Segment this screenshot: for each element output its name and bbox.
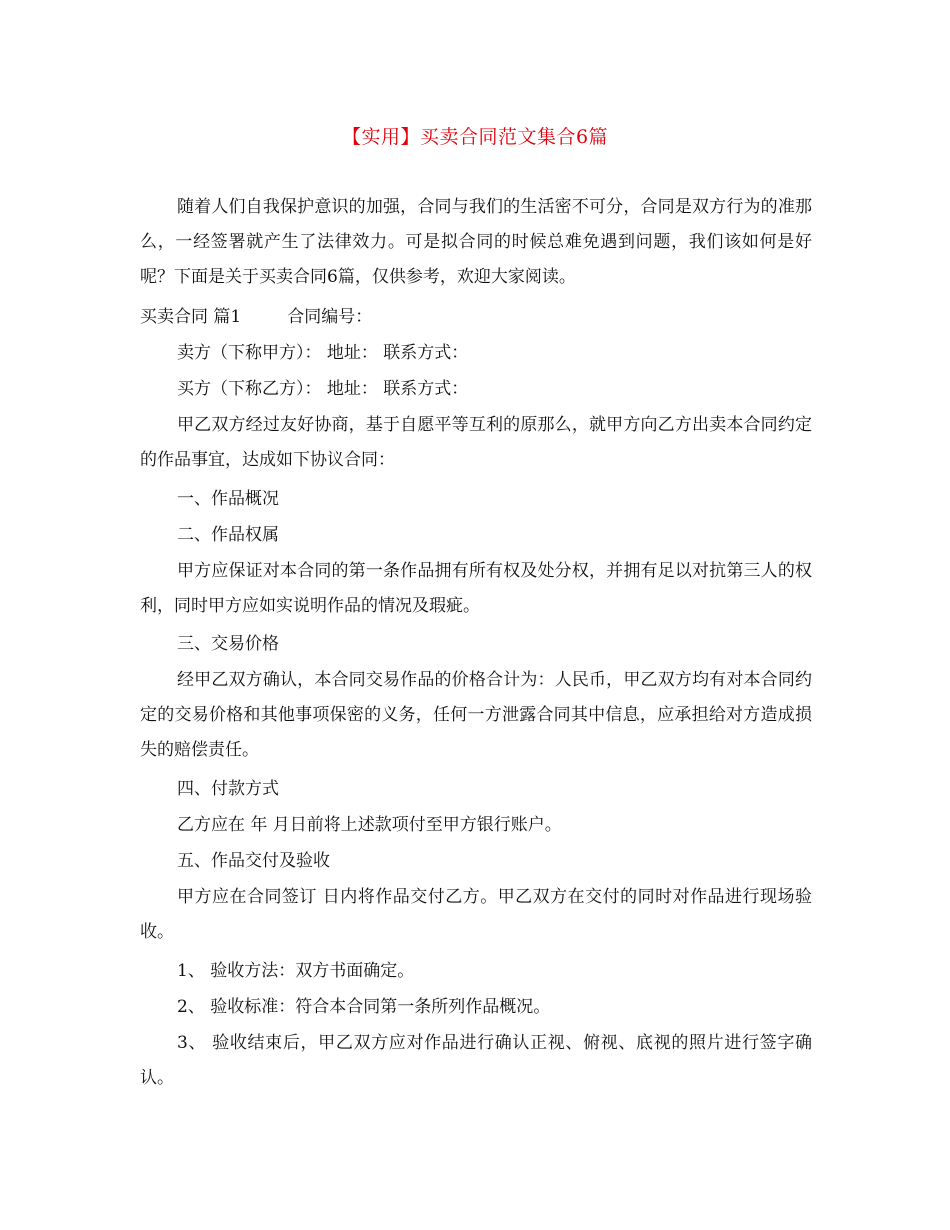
agreement-paragraph: 甲乙双方经过友好协商，基于自愿平等互利的原那么，就甲方向乙方出卖本合同约定的作品事宜，达成如下协议合同：	[140, 415, 812, 470]
contract-heading	[140, 300, 812, 335]
acceptance-item-1: 1、 验收方法：双方书面确定。	[177, 961, 415, 981]
section-1-heading: 一、作品概况	[177, 489, 279, 509]
buyer-line: 买方（下称乙方）： 地址： 联系方式：	[177, 379, 469, 399]
section-5-heading: 五、作品交付及验收	[177, 851, 330, 871]
intro-paragraph: 随着人们自我保护意识的加强，合同与我们的生活密不可分，合同是双方行为的准那么，一经签署就产生了法律效力。可是拟合同的时候总难免遇到问题，我们该如何是好呢？下面是关于买卖合同6篇，仅供参考，欢迎大家阅读。	[140, 197, 812, 287]
section-2-heading: 二、作品权属	[177, 525, 279, 545]
acceptance-item-2: 2、 验收标准：符合本合同第一条所列作品概况。	[177, 997, 551, 1017]
contract-heading-title: 买卖合同 篇1	[140, 307, 242, 327]
seller-line: 卖方（下称甲方）： 地址： 联系方式：	[177, 343, 469, 363]
section-4-text: 乙方应在 年 月日前将上述款项付至甲方银行账户。	[177, 815, 562, 835]
contract-number-label: 合同编号：	[287, 307, 373, 327]
section-3-text: 经甲乙双方确认，本合同交易作品的价格合计为：人民币，甲乙双方均有对本合同约定的交易价格和其他事项保密的义务，任何一方泄露合同其中信息，应承担给对方造成损失的赔偿责任。	[140, 670, 812, 760]
section-5-text: 甲方应在合同签订 日内将作品交付乙方。甲乙双方在交付的同时对作品进行现场验收。	[140, 887, 812, 942]
section-3-heading: 三、交易价格	[177, 634, 279, 654]
document-title: 【实用】买卖合同范文集合6篇	[341, 126, 609, 148]
section-2-text: 甲方应保证对本合同的第一条作品拥有所有权及处分权，并拥有足以对抗第三人的权利，同时甲方应如实说明作品的情况及瑕疵。	[140, 561, 812, 616]
acceptance-item-3: 3、 验收结束后，甲乙双方应对作品进行确认正视、俯视、底视的照片进行签字确认。	[140, 1033, 812, 1088]
section-4-heading: 四、付款方式	[177, 779, 279, 799]
